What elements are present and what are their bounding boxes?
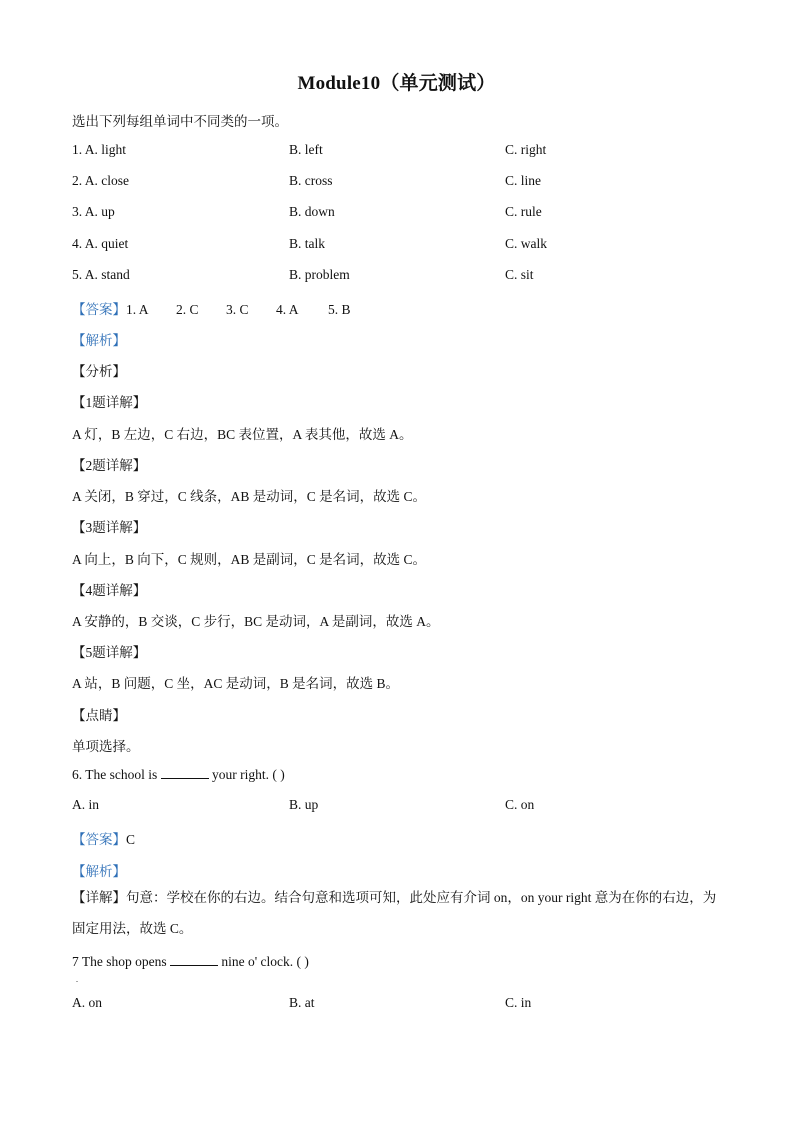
option-c: C. rule [505, 204, 542, 219]
option-b: B. up [289, 797, 319, 812]
page-title: Module10（单元测试） [297, 73, 496, 94]
question-7: 7 The shop opens nine o' clock. ( ) [72, 954, 309, 969]
question-row-4 [72, 236, 732, 254]
detail-tag: 【详解】 [72, 890, 126, 905]
answer-blank [170, 953, 218, 966]
q6-answer: 【答案】C [72, 832, 136, 847]
detail-head-5: 【5题详解】 [72, 645, 147, 660]
stray-mark: . [76, 975, 78, 984]
detail-text: 句意：学校在你的右边。结合句意和选项可知，此处应有介词 on，on your right 意为在你的右边，为固定用法，故选 C。 [72, 890, 717, 936]
instruction: 选出下列每组单词中不同类的一项。 [72, 114, 288, 129]
answer-tag: 【答案】 [72, 832, 126, 847]
q6-detail [72, 882, 724, 944]
option-c: C. in [505, 995, 532, 1010]
option-b: B. talk [289, 236, 325, 251]
detail-head-3: 【3题详解】 [72, 520, 147, 535]
option-c: C. right [505, 142, 547, 157]
question-row-2 [72, 173, 732, 191]
question-row-5 [72, 267, 732, 285]
option-a: 1. A. light [72, 142, 127, 157]
analysis-tag: 【解析】 [72, 333, 126, 348]
option-c: C. walk [505, 236, 547, 251]
question-row-3 [72, 204, 732, 222]
dianjing-text: 单项选择。 [72, 739, 140, 754]
answer-tag: 【答案】 [72, 302, 126, 317]
option-a: A. in [72, 797, 99, 812]
detail-head-1: 【1题详解】 [72, 395, 147, 410]
option-b: B. left [289, 142, 323, 157]
option-a: 5. A. stand [72, 267, 130, 282]
option-b: B. at [289, 995, 315, 1010]
option-b: B. cross [289, 173, 333, 188]
question-6-options [72, 797, 732, 815]
question-7-options [72, 995, 732, 1013]
detail-head-2: 【2题详解】 [72, 458, 147, 473]
dianjing-tag: 【点睛】 [72, 708, 126, 723]
detail-text-5: A 站，B 问题，C 坐，AC 是动词，B 是名词，故选 B。 [72, 676, 400, 691]
option-c: C. line [505, 173, 541, 188]
option-c: C. on [505, 797, 535, 812]
option-b: B. down [289, 204, 335, 219]
option-c: C. sit [505, 267, 534, 282]
question-6: 6. The school is your right. ( ) [72, 767, 285, 782]
question-row-1 [72, 142, 732, 160]
answers-1-5: 【答案】1. A 2. C 3. C 4. A 5. B [72, 298, 351, 318]
detail-head-4: 【4题详解】 [72, 583, 147, 598]
detail-text-2: A 关闭，B 穿过，C 线条，AB 是动词，C 是名词，故选 C。 [72, 489, 427, 504]
fenxi-tag: 【分析】 [72, 364, 126, 379]
option-a: 3. A. up [72, 204, 115, 219]
analysis-tag: 【解析】 [72, 864, 126, 879]
answer-blank [161, 766, 209, 779]
detail-text-3: A 向上，B 向下，C 规则，AB 是副词，C 是名词，故选 C。 [72, 552, 427, 567]
option-b: B. problem [289, 267, 350, 282]
option-a: 2. A. close [72, 173, 129, 188]
option-a: A. on [72, 995, 102, 1010]
option-a: 4. A. quiet [72, 236, 129, 251]
detail-text-4: A 安静的，B 交谈，C 步行，BC 是动词，A 是副词，故选 A。 [72, 614, 440, 629]
detail-text-1: A 灯，B 左边，C 右边，BC 表位置，A 表其他，故选 A。 [72, 427, 413, 442]
